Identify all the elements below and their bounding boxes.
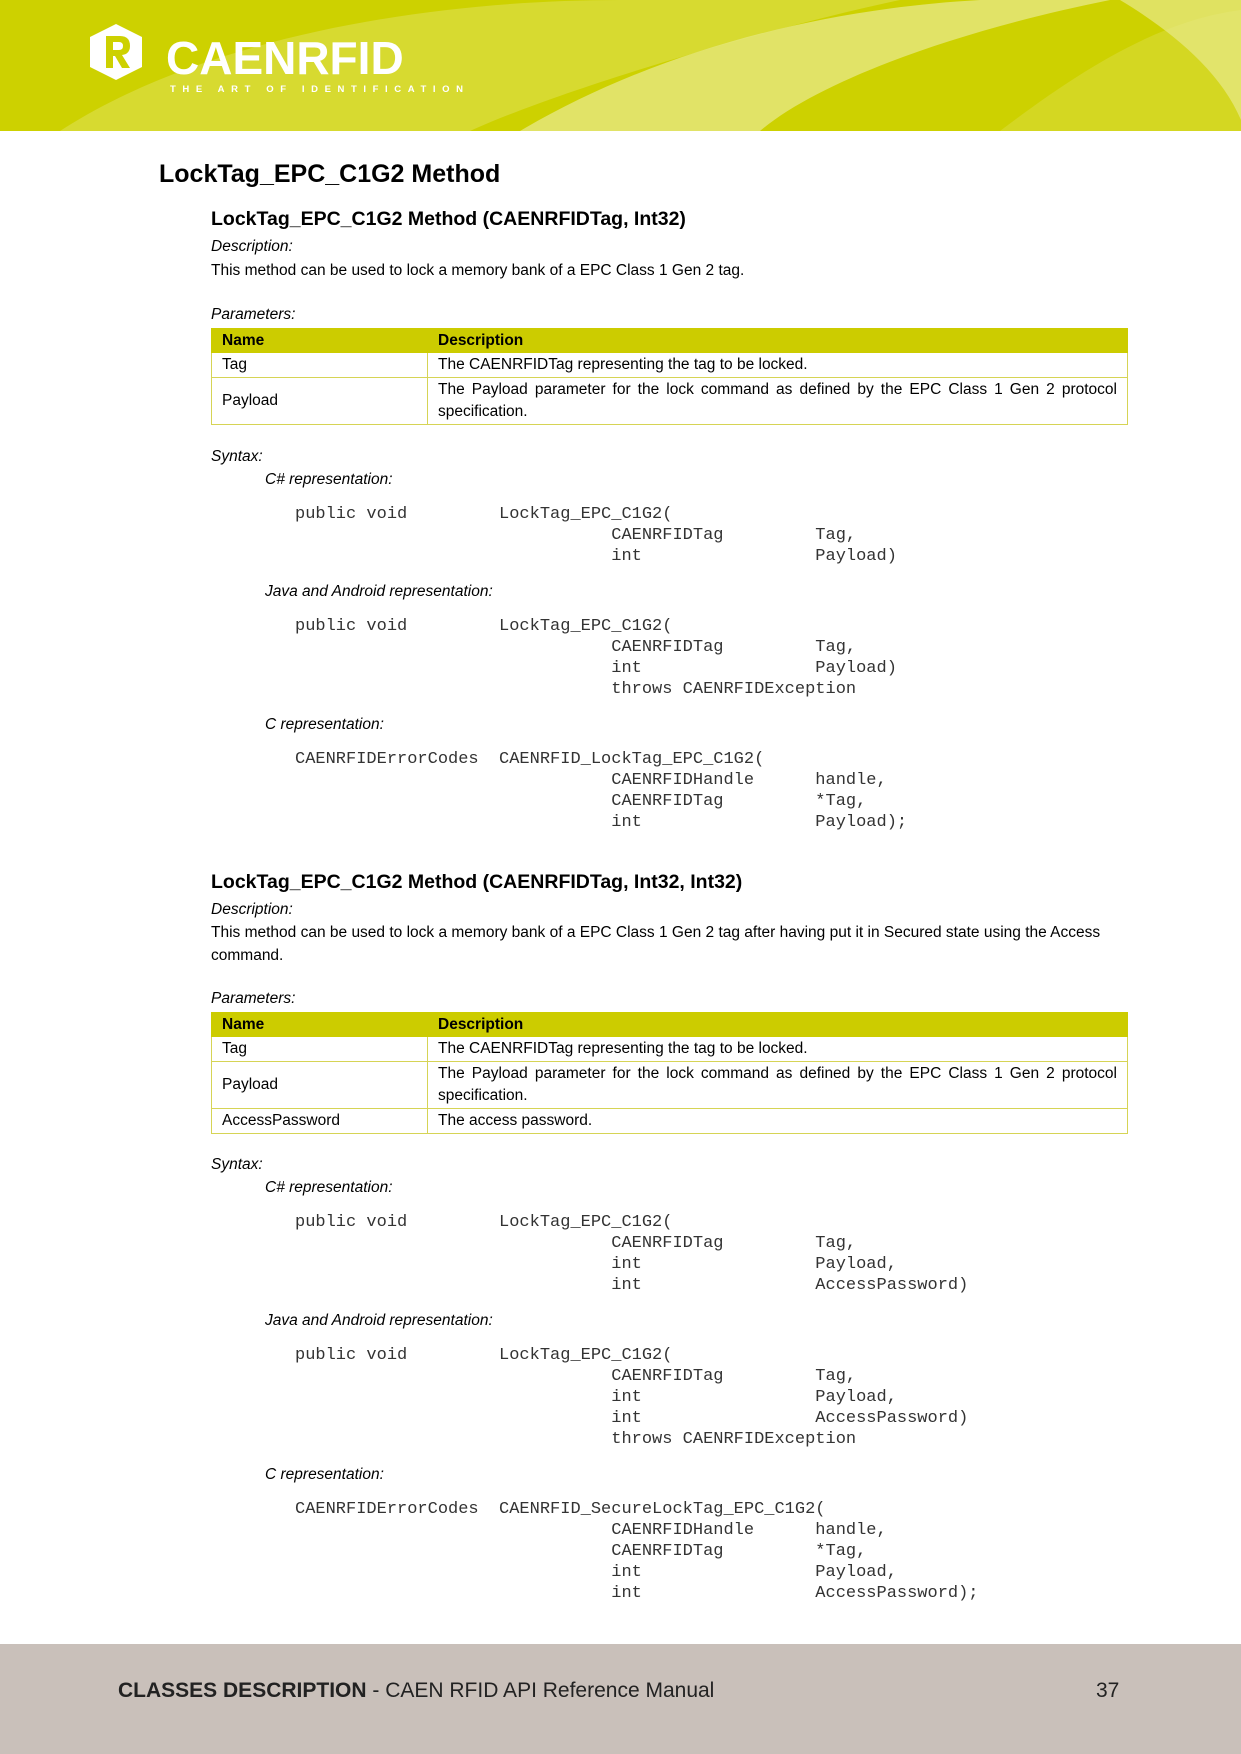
- section-2-description: This method can be used to lock a memory bank of a EPC Class 1 Gen 2 tag after having put it in Secured state using the Access command.: [211, 924, 1101, 964]
- table-row: [212, 1109, 1128, 1134]
- section-1-java-label: Java and Android representation:: [265, 583, 493, 600]
- footer-section: CLASSES DESCRIPTION: [118, 1679, 367, 1702]
- section-2-parameters-label: Parameters:: [211, 990, 296, 1007]
- table-row: [212, 1037, 1128, 1062]
- page-number: 37: [1096, 1679, 1120, 1702]
- section-2-syntax-label: Syntax:: [211, 1156, 263, 1173]
- table-row: [212, 353, 1128, 378]
- section-1-heading: LockTag_EPC_C1G2 Method (CAENRFIDTag, Int32): [211, 208, 686, 230]
- param-name: Payload: [212, 378, 428, 425]
- param-description: The access password.: [428, 1109, 1128, 1134]
- table-header-row: [212, 1013, 1128, 1037]
- column-header-name: Name: [212, 1013, 428, 1037]
- section-2-parameters-table: [211, 1012, 1128, 1134]
- column-header-description: Description: [428, 329, 1128, 353]
- section-1-description: This method can be used to lock a memory bank of a EPC Class 1 Gen 2 tag.: [211, 262, 745, 279]
- section-2-c-code: CAENRFIDErrorCodes CAENRFID_SecureLockTag_EPC_C1G2( CAENRFIDHandle handle, CAENRFIDTag *Tag, int Payload, int AccessPassword);: [295, 1500, 979, 1603]
- footer-title: [118, 1679, 714, 1703]
- footer-manual: - CAEN RFID API Reference Manual: [366, 1679, 715, 1702]
- section-1-csharp-label: C# representation:: [265, 471, 393, 488]
- section-2-description-label: Description:: [211, 901, 293, 918]
- column-header-name: Name: [212, 329, 428, 353]
- caenrfid-logo: [86, 22, 476, 101]
- brand-tagline: THE ART OF IDENTIFICATION: [170, 84, 470, 95]
- section-2-java-code: public void LockTag_EPC_C1G2( CAENRFIDTag Tag, int Payload, int AccessPassword) throws CAENRFIDException: [295, 1346, 969, 1449]
- section-1-syntax-label: Syntax:: [211, 448, 263, 465]
- section-2-c-label: C representation:: [265, 1466, 384, 1483]
- section-2-java-label: Java and Android representation:: [265, 1312, 493, 1329]
- page-title: LockTag_EPC_C1G2 Method: [159, 160, 501, 188]
- section-1-description-label: Description:: [211, 238, 293, 255]
- section-1-c-code: CAENRFIDErrorCodes CAENRFID_LockTag_EPC_C1G2( CAENRFIDHandle handle, CAENRFIDTag *Tag, int Payload);: [295, 750, 908, 832]
- param-name: Tag: [212, 353, 428, 378]
- table-row: [212, 378, 1128, 425]
- section-1-parameters-table: [211, 328, 1128, 425]
- param-name: AccessPassword: [212, 1109, 428, 1134]
- param-description: The CAENRFIDTag representing the tag to be locked.: [428, 353, 1128, 378]
- section-2-heading: LockTag_EPC_C1G2 Method (CAENRFIDTag, Int32, Int32): [211, 871, 743, 893]
- table-row: [212, 1062, 1128, 1109]
- section-1-c-label: C representation:: [265, 716, 384, 733]
- param-name: Tag: [212, 1037, 428, 1062]
- section-1-java-code: public void LockTag_EPC_C1G2( CAENRFIDTag Tag, int Payload) throws CAENRFIDException: [295, 617, 897, 699]
- param-description: The Payload parameter for the lock command as defined by the EPC Class 1 Gen 2 protocol specification.: [428, 378, 1128, 425]
- section-1-parameters-label: Parameters:: [211, 306, 296, 323]
- table-header-row: [212, 329, 1128, 353]
- section-2-csharp-label: C# representation:: [265, 1179, 393, 1196]
- param-description: The Payload parameter for the lock command as defined by the EPC Class 1 Gen 2 protocol specification.: [428, 1062, 1128, 1109]
- header-banner: [0, 0, 1241, 131]
- column-header-description: Description: [428, 1013, 1128, 1037]
- section-2-csharp-code: public void LockTag_EPC_C1G2( CAENRFIDTag Tag, int Payload, int AccessPassword): [295, 1213, 969, 1295]
- logo-mark-icon: [86, 22, 476, 96]
- param-name: Payload: [212, 1062, 428, 1109]
- page-footer: [0, 1644, 1241, 1754]
- brand-wordmark: CAENRFID: [166, 32, 404, 84]
- param-description: The CAENRFIDTag representing the tag to be locked.: [428, 1037, 1128, 1062]
- section-1-csharp-code: public void LockTag_EPC_C1G2( CAENRFIDTag Tag, int Payload): [295, 505, 897, 566]
